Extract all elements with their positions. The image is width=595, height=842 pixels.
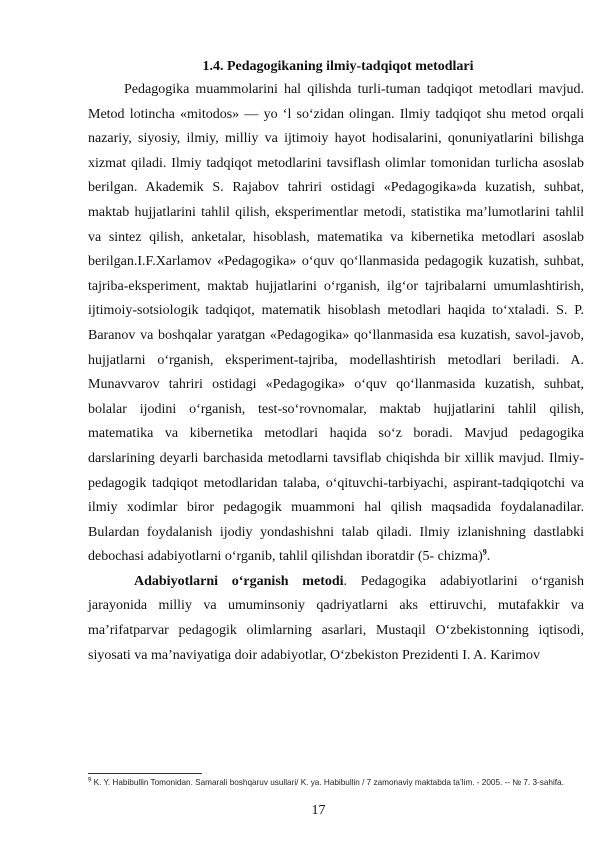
method-term: Adabiyotlarni o‘rganish metodi xyxy=(134,573,344,589)
footnote-divider xyxy=(88,773,202,774)
footnote xyxy=(88,777,584,789)
paragraph-text: . Pedagogika adabiyotlarini o‘rganish jarayonida milliy va umuminsoniy qadriyatlarni aks ettiruvchi, mutafakkir va ma’rifatparvar pedagogik olimlarning asarlari, Mustaqil O‘zbekistonning iqtisodi, siyosati va ma’naviyatiga doir adabiyotlar, O‘zbekiston Prezidenti I. A. Karimov xyxy=(88,573,584,663)
paragraph-literature-method xyxy=(88,570,584,668)
footnote-text: K. Y. Habibullin Tomonidan. Samarali boshqaruv usullari/ K. ya. Habibullin / 7 zamonaviy maktabda ta’lim. - 2005. -- № 7. 3-sahifa. xyxy=(91,778,564,787)
paragraph-text-end: . xyxy=(486,549,491,565)
section-title: 1.4. Pedagogikaning ilmiy-tadqiqot metodlari xyxy=(202,59,474,74)
paragraph-methods-overview xyxy=(88,78,584,570)
paragraph-text: Pedagogika muammolarini hal qilishda turli-tuman tadqiqot metodlari mavjud. Metod lotincha «mitodos» — yo ‘l so‘zidan olingan. Ilmiy tadqiqot shu metod orqali nazariy, siyosiy, ilmiy, milliy va ijtimoiy hayot hodisalarini, qonuniyatlarini bilishga xizmat qiladi. Ilmiy tadqiqot metodlarini tavsiflash olimlar tomonidan turlicha asoslab berilgan. Akademik S. Rajabov tahriri ostidagi «Pedagogika»da kuzatish, suhbat, maktab hujjatlarini tahlil qilish, eksperimentlar metodi, statistika ma’lumotlarini tahlil va sintez qilish, anketalar, hisoblash, matematika va kibernetika metodlari asoslab berilgan.I.F.Xarlamov «Pedagogika» o‘quv qo‘llanmasida pedagogik kuzatish, suhbat, tajriba-eksperiment, maktab hujjatlarini o‘rganish, ilg‘or tajribalarni umumlashtirish, ijtimoiy-sotsiologik tadqiqot, matematik hisoblash metodlari haqida to‘xtaladi. S. P. Baranov va boshqalar yaratgan «Pedagogika» qo‘llanmasida esa kuzatish, savol-javob, hujjatlarni o‘rganish, eksperiment-tajriba, modellashtirish metodlari beriladi. A. Munavvarov tahriri ostidagi «Pedagogika» o‘quv qo‘llanmasida kuzatish, suhbat, bolalar ijodini o‘rganish, test-so‘rovnomalar, maktab hujjatlarini tahlil qilish, matematika va kibernetika metodlari haqida so‘z boradi. Mavjud pedagogika darslarining deyarli barchasida metodlarni tavsiflab chiqishda bir xillik mavjud. Ilmiy-pedagogik tadqiqot metodlaridan talaba, o‘qituvchi-tarbiyachi, aspirant-tadqiqotchi va ilmiy xodimlar biror pedagogik muammoni hal qilish maqsadida foydalanadilar. Bulardan foydalanish ijodiy yondashishni talab qiladi. Ilmiy izlanishning dastlabki debochasi adabiyotlarni o‘rganib, tahlil qilishdan iboratdir (5- chizma) xyxy=(88,82,584,565)
body-text xyxy=(88,78,584,668)
footnote-reference: 9 xyxy=(482,547,487,557)
page-number: 17 xyxy=(311,803,326,818)
footnote-number: 9 xyxy=(88,777,92,784)
